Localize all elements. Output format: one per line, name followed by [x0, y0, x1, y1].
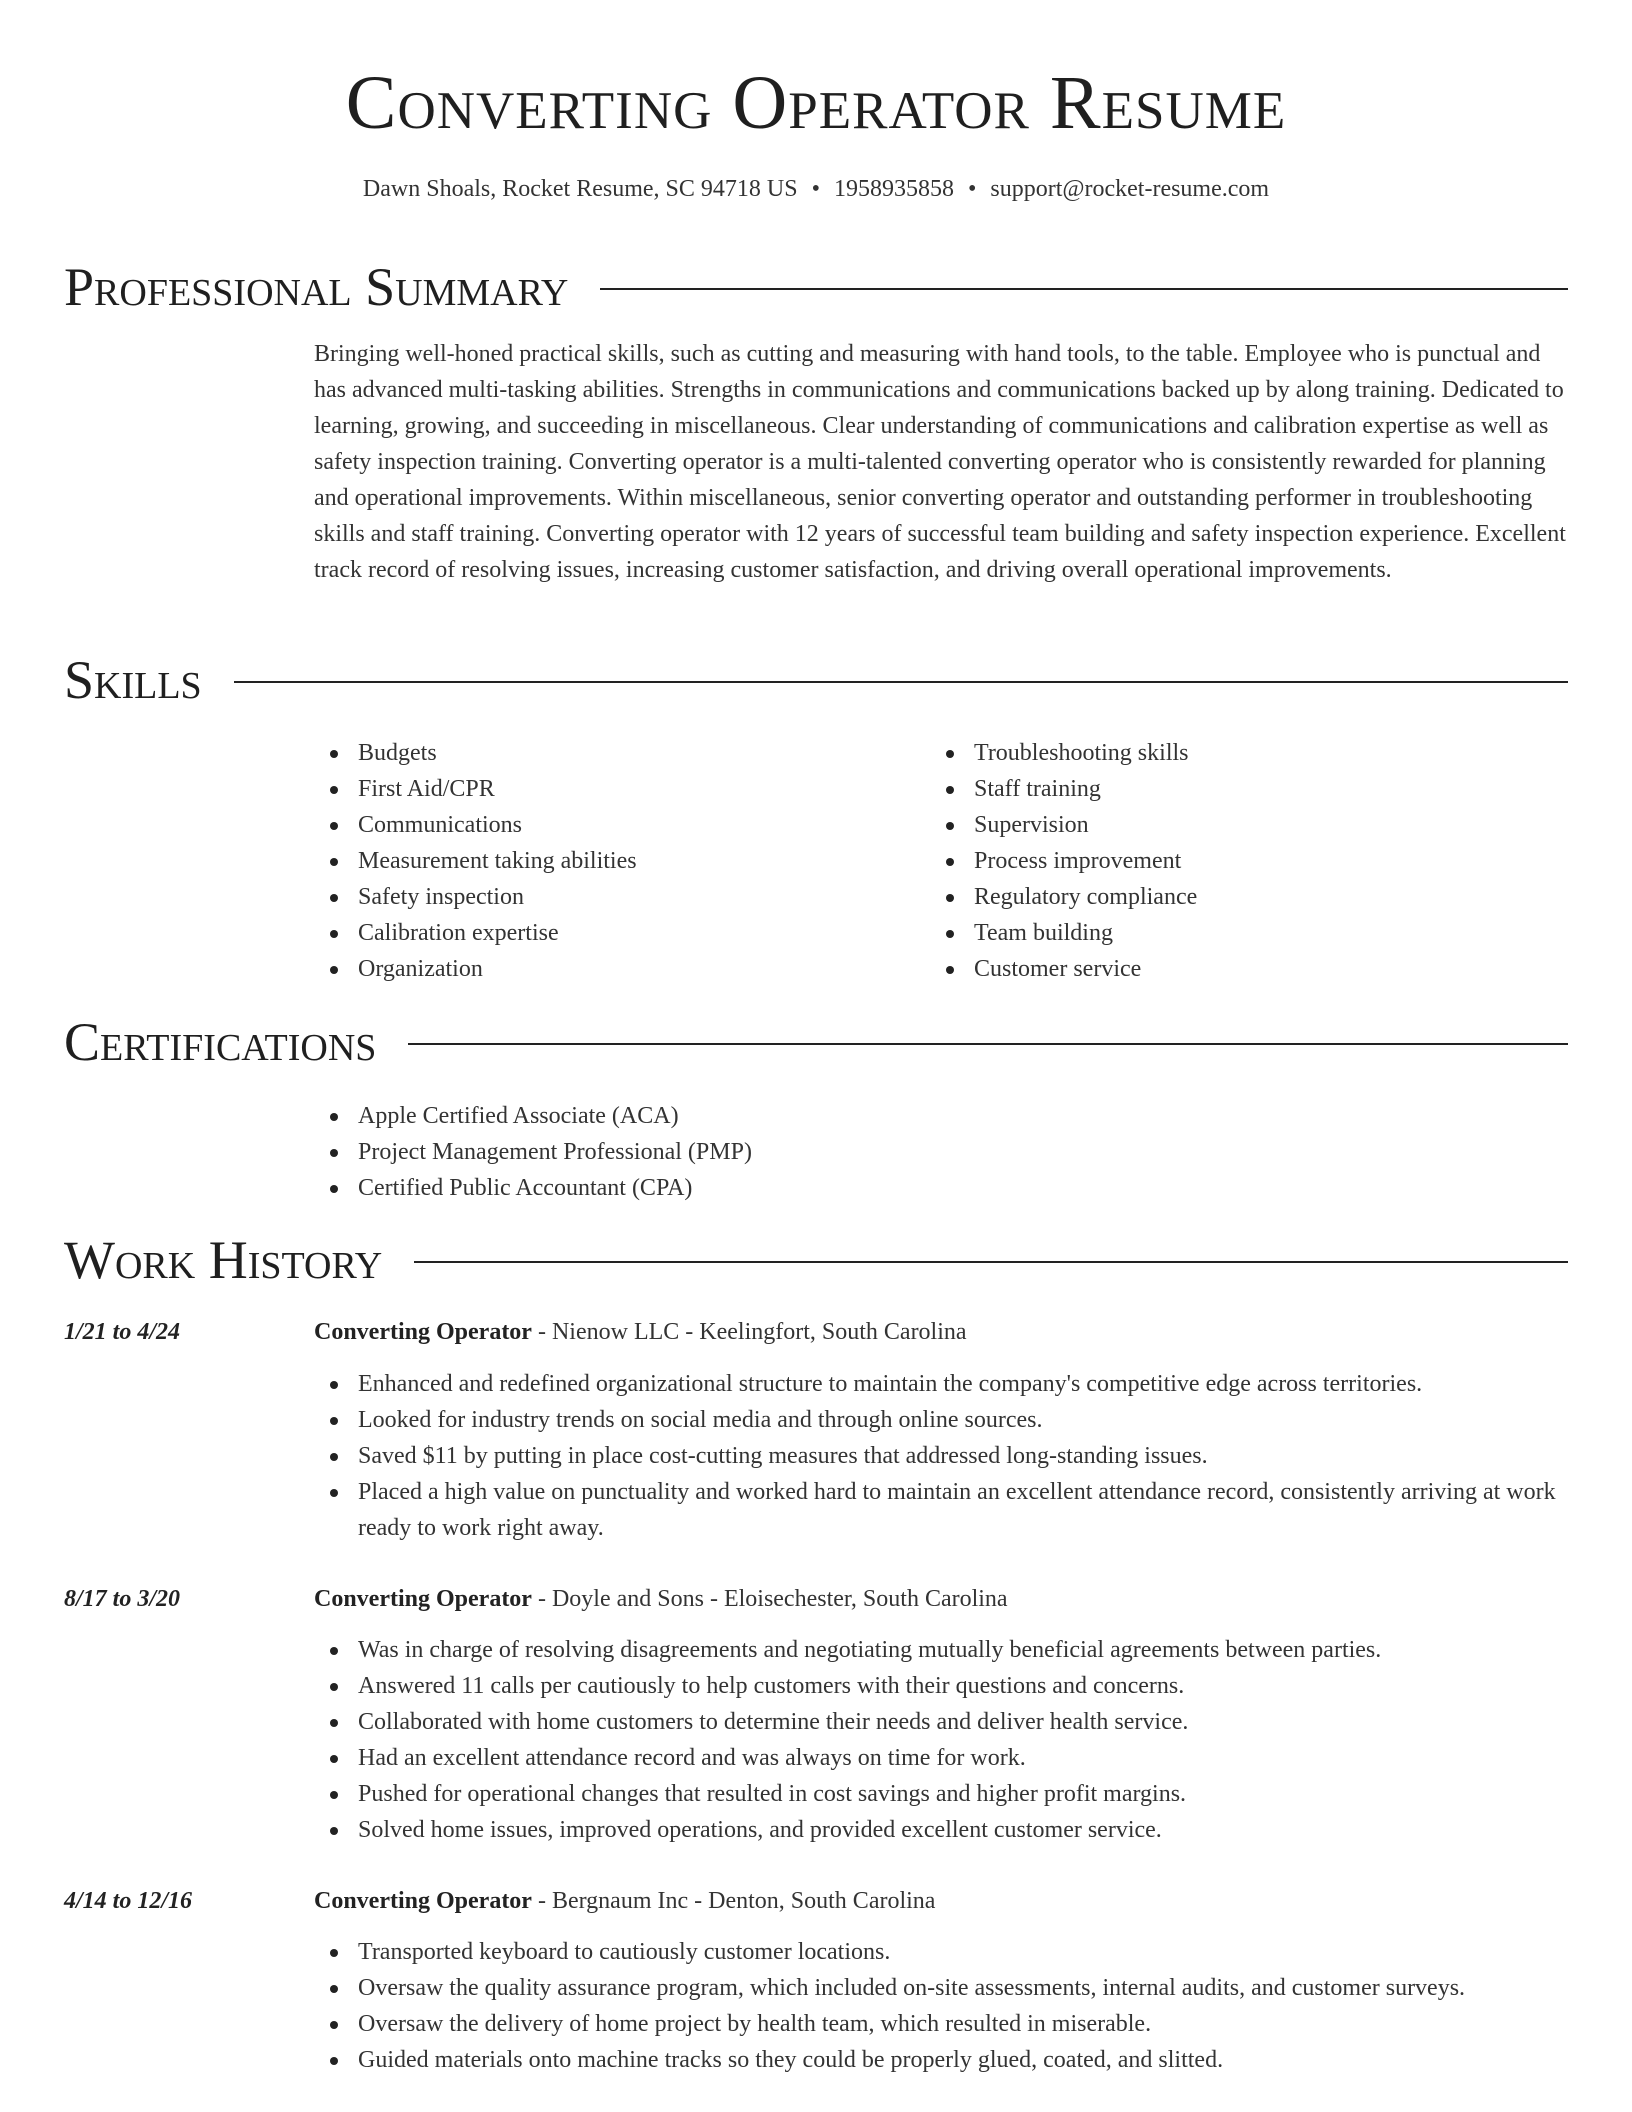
section-header-work-history	[64, 1228, 1568, 1292]
contact-line	[0, 174, 1632, 204]
section-divider	[408, 1043, 1568, 1045]
skill-item: Measurement taking abilities	[314, 843, 874, 879]
job-bullet: Was in charge of resolving disagreements and negotiating mutually beneficial agreements between parties.	[314, 1632, 1574, 1668]
contact-phone: 1958935858	[833, 176, 954, 202]
section-header-certifications	[64, 1010, 1568, 1074]
section-divider	[414, 1261, 1568, 1263]
skill-item: Calibration expertise	[314, 915, 874, 951]
skill-item: Budgets	[314, 735, 874, 771]
job-bullet: Had an excellent attendance record and was always on time for work.	[314, 1740, 1574, 1776]
skill-item: Process improvement	[930, 843, 1490, 879]
job-role: Converting Operator	[314, 1586, 532, 1612]
job-bullet: Transported keyboard to cautiously customer locations.	[314, 1934, 1574, 1970]
section-header-skills	[64, 648, 1568, 712]
section-header-summary	[64, 255, 1568, 319]
contact-email: support@rocket-resume.com	[990, 176, 1270, 202]
job-role: Converting Operator	[314, 1888, 532, 1914]
summary-text: Bringing well-honed practical skills, such as cutting and measuring with hand tools, to the table. Employee who is punctual and has advanced multi-tasking abilities. Strengths in communications and communications backed up by along training. Dedicated to learning, growing, and succeeding in miscellaneous. Clear understanding of communications and calibration expertise as well as safety inspection training. Converting operator is a multi-talented converting operator who is consistently rewarded for planning and operational improvements. Within miscellaneous, senior converting operator and outstanding performer in troubleshooting skills and staff training. Converting operator with 12 years of successful team building and safety inspection experience. Excellent track record of resolving issues, increasing customer satisfaction, and driving overall operational improvements.	[314, 341, 1566, 583]
job-dates: 4/14 to 12/16	[64, 1888, 193, 1914]
skills-list-left	[314, 735, 874, 987]
job-bullets	[314, 1366, 1574, 1546]
certification-item: Project Management Professional (PMP)	[314, 1134, 1214, 1170]
section-title: Skills	[64, 650, 202, 710]
skill-item: Safety inspection	[314, 879, 874, 915]
skill-item: Communications	[314, 807, 874, 843]
job-role: Converting Operator	[314, 1319, 532, 1345]
section-divider	[234, 681, 1568, 683]
job-bullet: Oversaw the quality assurance program, which included on-site assessments, internal audits, and customer surveys.	[314, 1970, 1574, 2006]
job-header	[314, 1885, 1568, 1917]
job-header	[314, 1583, 1568, 1615]
job-bullets	[314, 1934, 1574, 2078]
skill-item: Team building	[930, 915, 1490, 951]
certifications-list	[314, 1098, 1214, 1206]
job-details: - Nienow LLC - Keelingfort, South Carolina	[531, 1319, 967, 1345]
certification-item: Certified Public Accountant (CPA)	[314, 1170, 1214, 1206]
section-title: Certifications	[64, 1012, 377, 1072]
skill-item: Troubleshooting skills	[930, 735, 1490, 771]
job-bullet: Saved $11 by putting in place cost-cutting measures that addressed long-standing issues.	[314, 1438, 1574, 1474]
separator-dot: •	[811, 176, 820, 202]
job-bullets	[314, 1632, 1574, 1848]
skills-list-right	[930, 735, 1490, 987]
skill-item: Customer service	[930, 951, 1490, 987]
job-bullet: Collaborated with home customers to determine their needs and deliver health service.	[314, 1704, 1574, 1740]
job-details: - Doyle and Sons - Eloisechester, South Carolina	[531, 1586, 1008, 1612]
section-title: Professional Summary	[64, 257, 569, 317]
contact-address: Dawn Shoals, Rocket Resume, SC 94718 US	[362, 176, 798, 202]
certification-item: Apple Certified Associate (ACA)	[314, 1098, 1214, 1134]
section-title: Work History	[64, 1230, 383, 1290]
job-bullet: Pushed for operational changes that resulted in cost savings and higher profit margins.	[314, 1776, 1574, 1812]
job-bullet: Placed a high value on punctuality and worked hard to maintain an excellent attendance record, consistently arriving at work ready to work right away.	[314, 1474, 1574, 1546]
job-details: - Bergnaum Inc - Denton, South Carolina	[531, 1888, 936, 1914]
job-bullet: Solved home issues, improved operations, and provided excellent customer service.	[314, 1812, 1574, 1848]
resume-title: Converting Operator Resume	[345, 61, 1287, 145]
job-bullet: Enhanced and redefined organizational structure to maintain the company's competitive edge across territories.	[314, 1366, 1574, 1402]
job-bullet: Looked for industry trends on social media and through online sources.	[314, 1402, 1574, 1438]
skill-item: First Aid/CPR	[314, 771, 874, 807]
skill-item: Regulatory compliance	[930, 879, 1490, 915]
job-header	[314, 1316, 1568, 1348]
section-divider	[600, 288, 1568, 290]
separator-dot: •	[967, 176, 977, 202]
skill-item: Staff training	[930, 771, 1490, 807]
job-bullet: Guided materials onto machine tracks so they could be properly glued, coated, and slitted.	[314, 2042, 1574, 2078]
job-bullet: Oversaw the delivery of home project by health team, which resulted in miserable.	[314, 2006, 1574, 2042]
job-dates: 1/21 to 4/24	[64, 1319, 181, 1345]
skill-item: Organization	[314, 951, 874, 987]
job-dates: 8/17 to 3/20	[64, 1586, 181, 1612]
skill-item: Supervision	[930, 807, 1490, 843]
job-bullet: Answered 11 calls per cautiously to help customers with their questions and concerns.	[314, 1668, 1574, 1704]
